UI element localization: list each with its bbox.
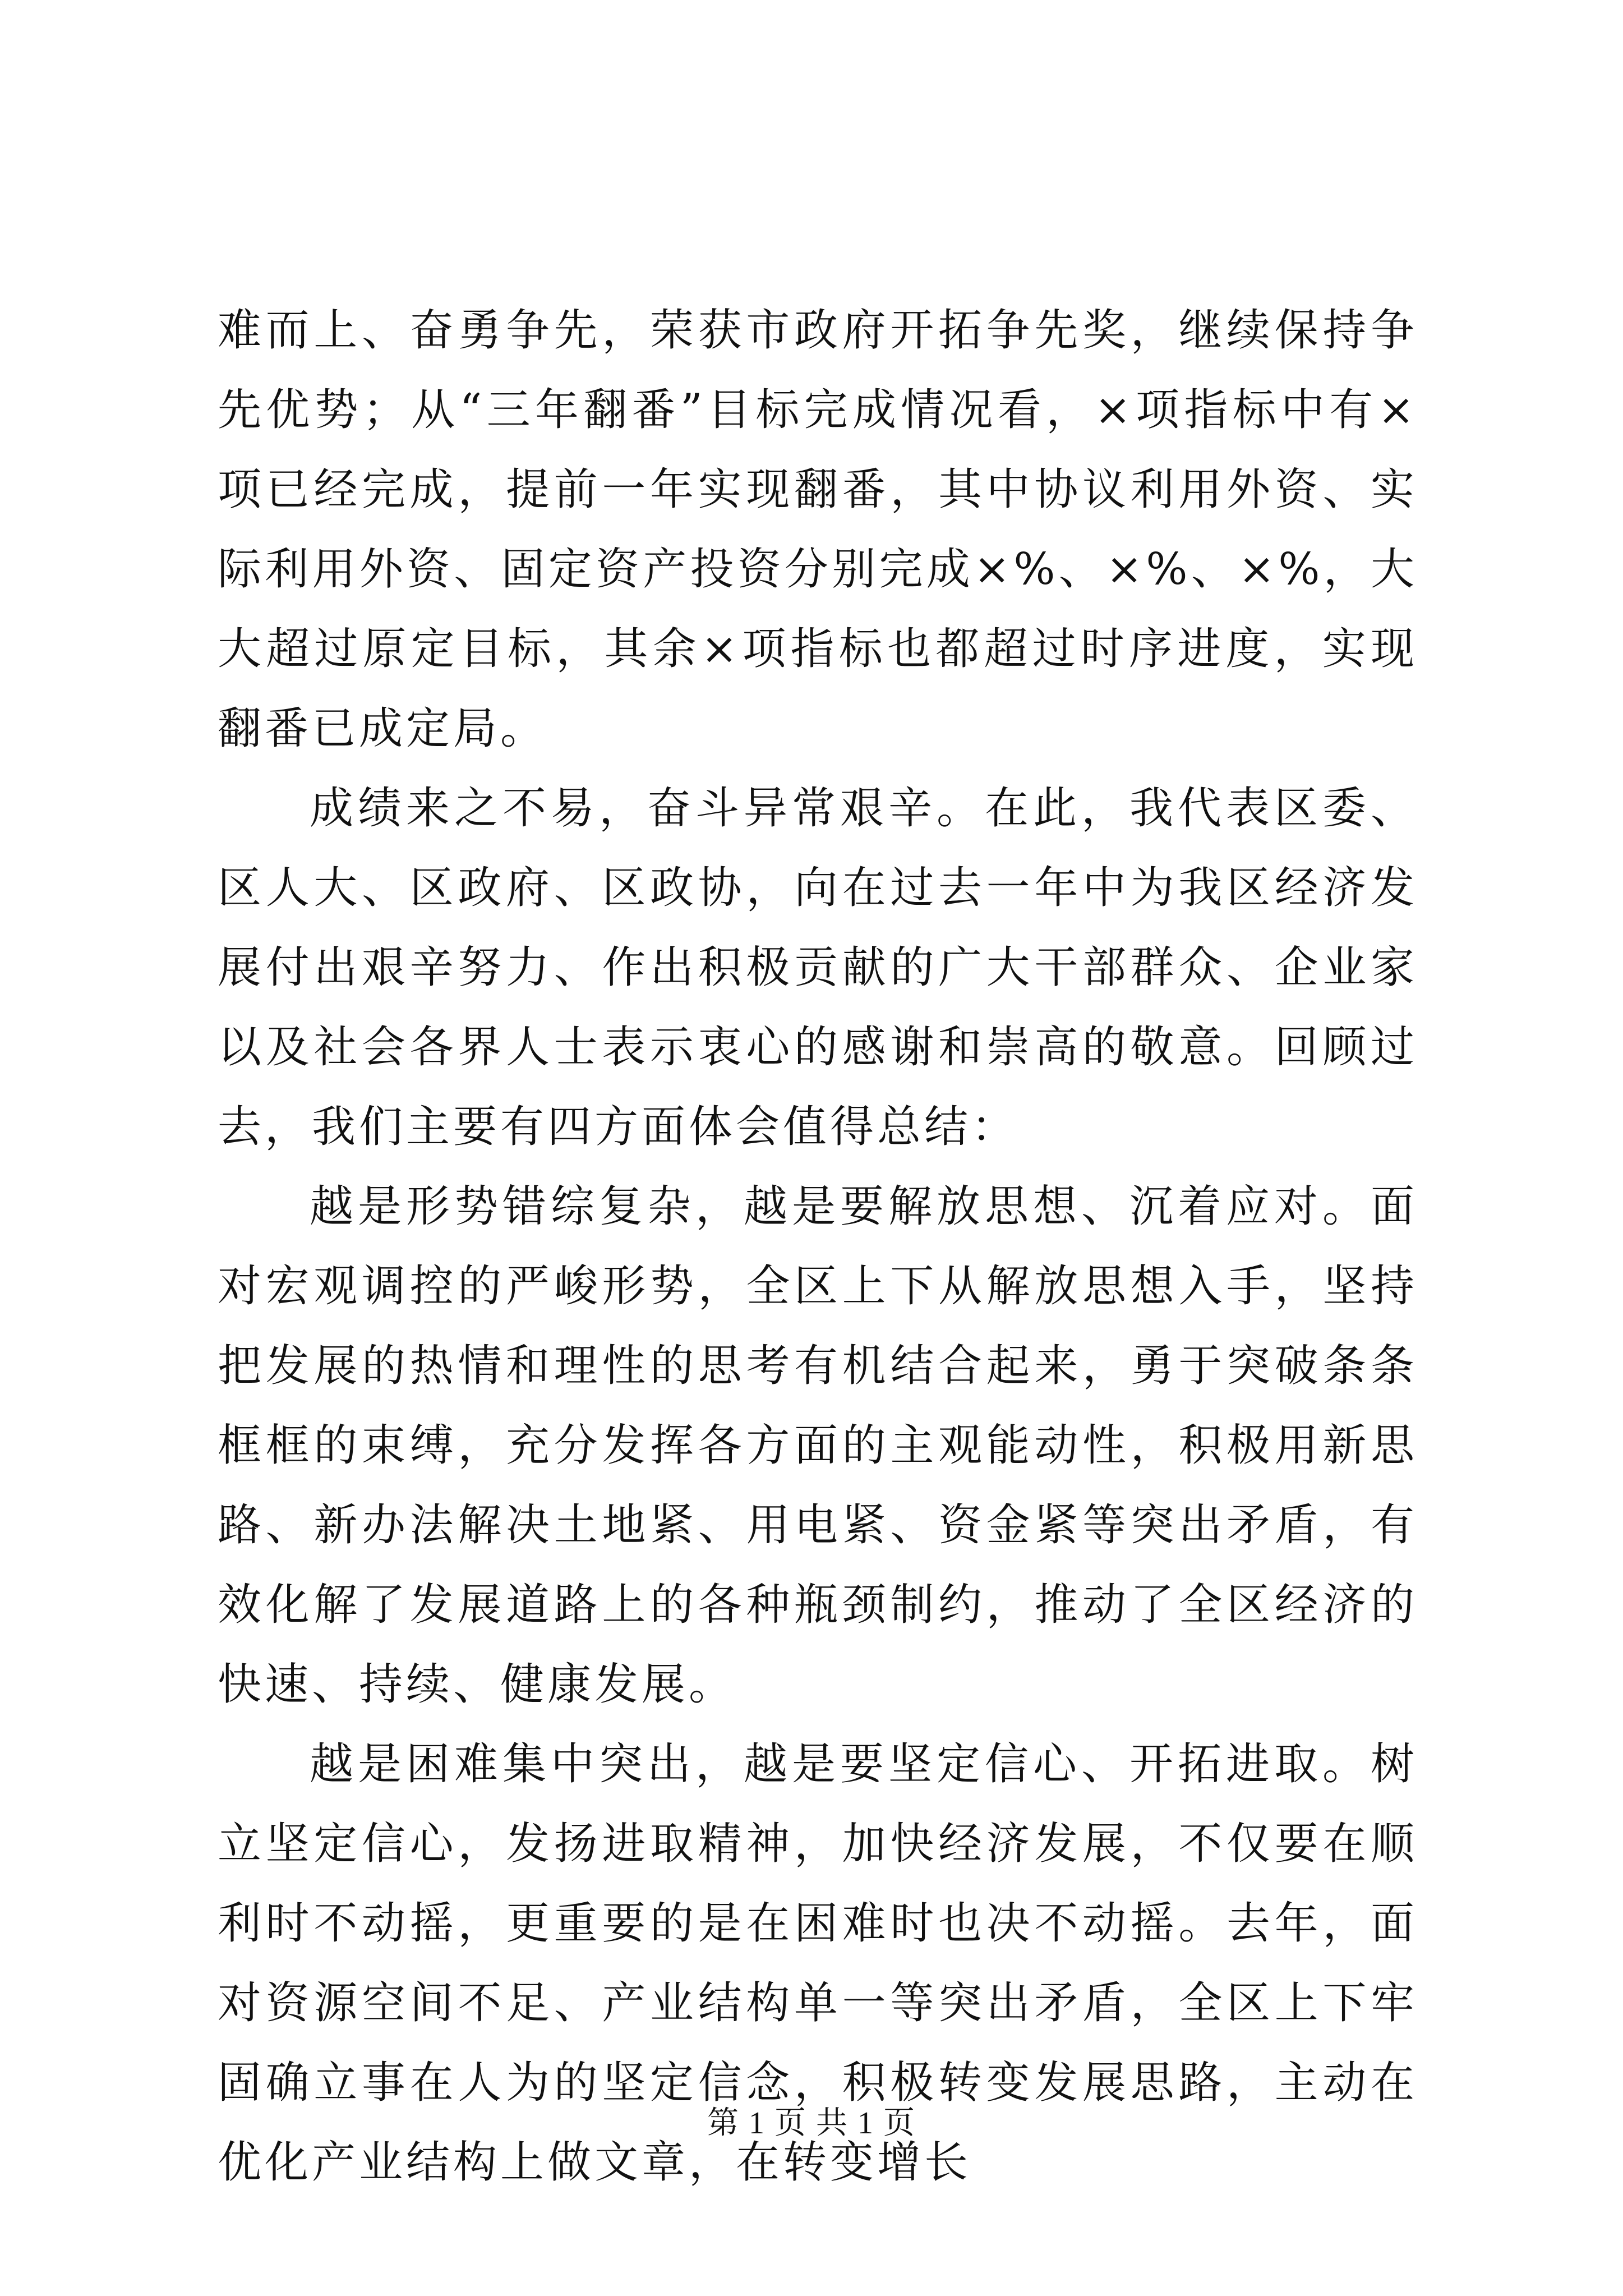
document-body <box>218 291 1418 2202</box>
paragraph-2: 成绩来之不易，奋斗异常艰辛。在此，我代表区委、区人大、区政府、区政协，向在过去一年中为我区经济发展付出艰辛努力、作出积极贡献的广大干部群众、企业家以及社会各界人士表示衷心的感谢和崇高的敬意。回顾过去，我们主要有四方面体会值得总结： <box>218 783 1418 1152</box>
paragraph-4: 越是困难集中突出，越是要坚定信心、开拓进取。树立坚定信心，发扬进取精神，加快经济发展，不仅要在顺利时不动摇，更重要的是在困难时也决不动摇。去年，面对资源空间不足、产业结构单一等突出矛盾，全区上下牢固确立事在人为的坚定信念，积极转变发展思路，主动在优化产业结构上做文章，在转变增长 <box>218 1739 1418 2188</box>
paragraph-3: 越是形势错综复杂，越是要解放思想、沉着应对。面对宏观调控的严峻形势，全区上下从解放思想入手，坚持把发展的热情和理性的思考有机结合起来，勇于突破条条框框的束缚，充分发挥各方面的主观能动性，积极用新思路、新办法解决土地紧、用电紧、资金紧等突出矛盾，有效化解了发展道路上的各种瓶颈制约，推动了全区经济的快速、持续、健康发展。 <box>218 1181 1418 1710</box>
page-footer: 第 1 页 共 1 页 <box>707 2106 916 2141</box>
paragraph-1: 难而上、奋勇争先，荣获市政府开拓争先奖，继续保持争先优势；从“三年翻番”目标完成情况看，×项指标中有×项已经完成，提前一年实现翻番，其中协议利用外资、实际利用外资、固定资产投资分别完成×%、×%、×%，大大超过原定目标，其余×项指标也都超过时序进度，实现翻番已成定局。 <box>218 305 1418 754</box>
